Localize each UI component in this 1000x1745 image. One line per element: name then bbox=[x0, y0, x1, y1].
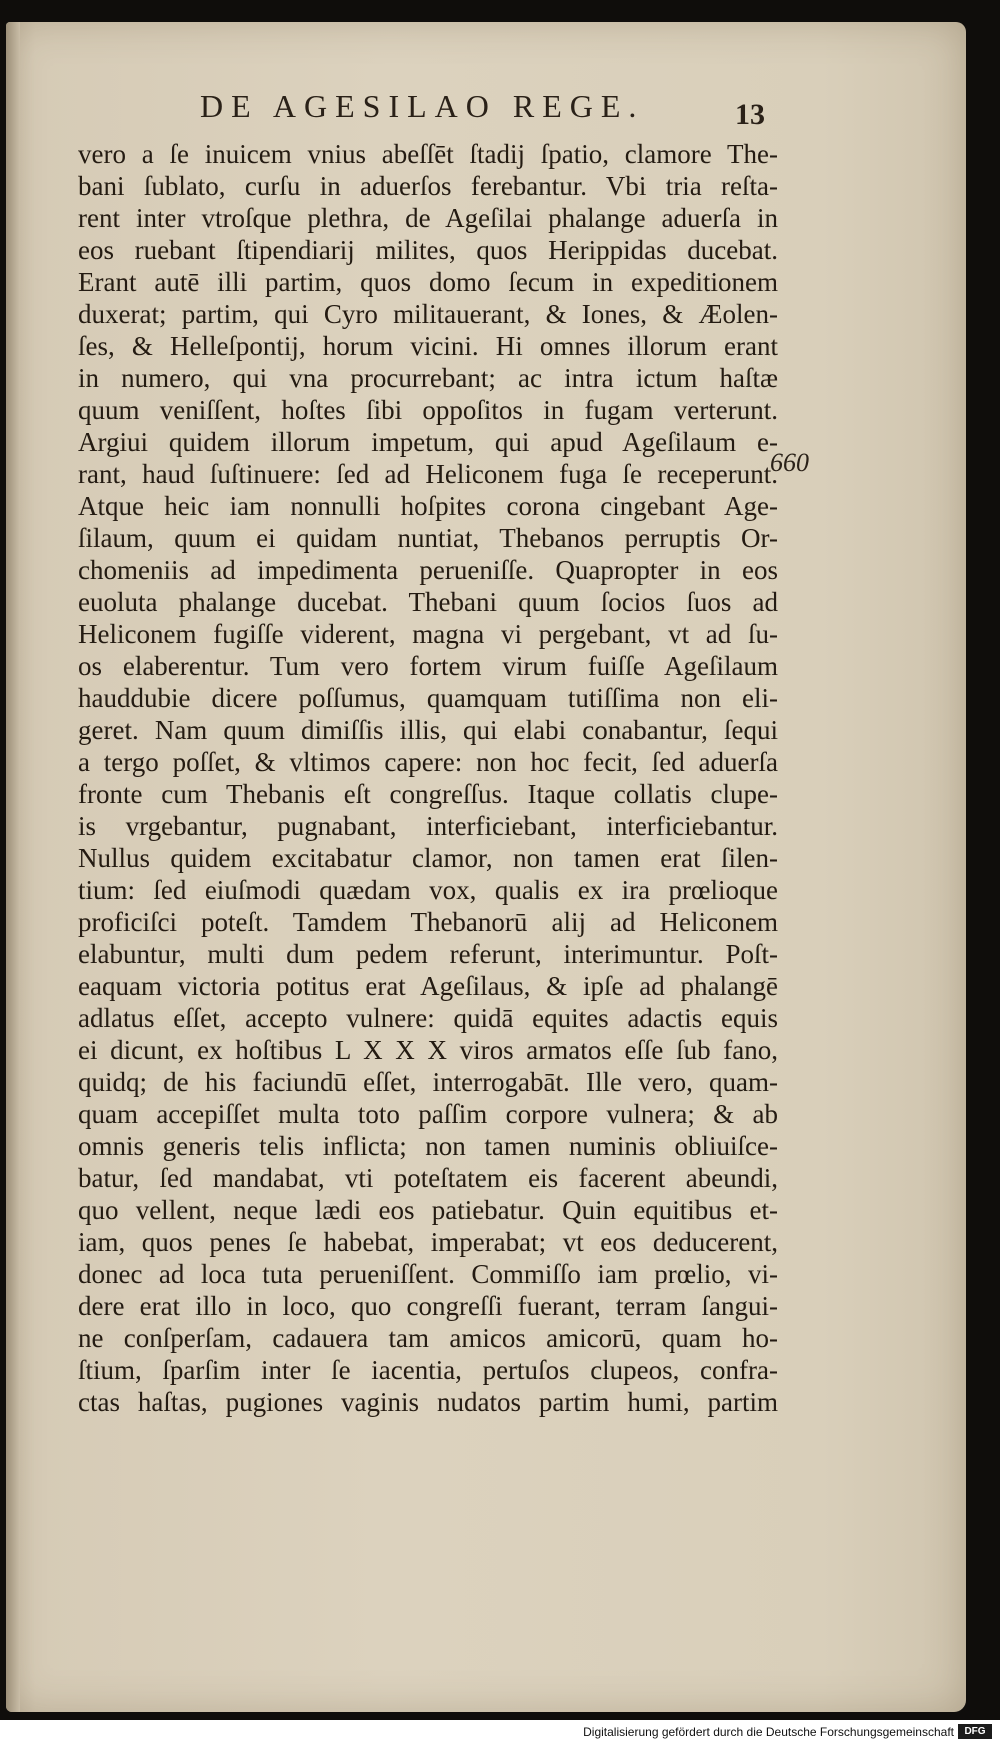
text-line: rent inter vtroſque plethra, de Ageſilai phalange aduerſa in bbox=[78, 203, 778, 233]
text-line: Erant autē illi partim, quos domo ſecum in expeditionem bbox=[78, 267, 778, 297]
text-line: duxerat; partim, qui Cyro militauerant, & Iones, & Æolen- bbox=[78, 299, 778, 329]
text-line: os elaberentur. Tum vero fortem virum fuiſſe Ageſilaum bbox=[78, 651, 778, 681]
text-line: geret. Nam quum dimiſſis illis, qui elabi conabantur, ſequi bbox=[78, 715, 778, 745]
text-line: ei dicunt, ex hoſtibus L X X X viros armatos eſſe ſub fano, bbox=[78, 1035, 778, 1065]
text-line: Atque heic iam nonnulli hoſpites corona cingebant Age- bbox=[78, 491, 778, 521]
text-line: quum veniſſent, hoſtes ſibi oppoſitos in fugam verterunt. bbox=[78, 395, 778, 425]
text-line: iam, quos penes ſe habebat, imperabat; vt eos deducerent, bbox=[78, 1227, 778, 1257]
body-text bbox=[78, 138, 778, 1418]
text-line: omnis generis telis inflicta; non tamen numinis obliuiſce- bbox=[78, 1131, 778, 1161]
text-line: proficiſci poteſt. Tamdem Thebanorū alij ad Heliconem bbox=[78, 907, 778, 937]
funding-credit: Digitalisierung gefördert durch die Deutsche Forschungsgemeinschaft bbox=[583, 1725, 954, 1739]
text-line: hauddubie dicere poſſumus, quamquam tutiſſima non eli- bbox=[78, 683, 778, 713]
text-line: tium: ſed eiuſmodi quædam vox, qualis ex ira prœlioque bbox=[78, 875, 778, 905]
text-line: batur, ſed mandabat, vti poteſtatem eis facerent abeundi, bbox=[78, 1163, 778, 1193]
text-line: elabuntur, multi dum pedem referunt, interimuntur. Poſt- bbox=[78, 939, 778, 969]
text-line: is vrgebantur, pugnabant, interficiebant, interficiebantur. bbox=[78, 811, 778, 841]
text-line: quo vellent, neque lædi eos patiebatur. Quin equitibus et- bbox=[78, 1195, 778, 1225]
page-number: 13 bbox=[735, 98, 765, 131]
text-line: vero a ſe inuicem vnius abeſſēt ſtadij ſpatio, clamore The- bbox=[78, 139, 778, 169]
text-line: Nullus quidem excitabatur clamor, non tamen erat ſilen- bbox=[78, 843, 778, 873]
text-line: fronte cum Thebanis eſt congreſſus. Itaque collatis clupe- bbox=[78, 779, 778, 809]
text-line: ſtium, ſparſim inter ſe iacentia, pertuſos clupeos, confra- bbox=[78, 1355, 778, 1385]
text-line: euoluta phalange ducebat. Thebani quum ſocios ſuos ad bbox=[78, 587, 778, 617]
text-line: ſes, & Helleſpontij, horum vicini. Hi omnes illorum erant bbox=[78, 331, 778, 361]
margin-note: 660 bbox=[770, 448, 809, 477]
text-line: adlatus eſſet, accepto vulnere: quidā equites adactis equis bbox=[78, 1003, 778, 1033]
text-line: chomeniis ad impedimenta perueniſſe. Quapropter in eos bbox=[78, 555, 778, 585]
text-line: quidq; de his faciundū eſſet, interrogabāt. Ille vero, quam- bbox=[78, 1067, 778, 1097]
text-line: ſilaum, quum ei quidam nuntiat, Thebanos perruptis Or- bbox=[78, 523, 778, 553]
text-line: rant, haud ſuſtinuere: ſed ad Heliconem fuga ſe receperunt. bbox=[78, 459, 778, 489]
text-line: ne conſperſam, cadauera tam amicos amicorū, quam ho- bbox=[78, 1323, 778, 1353]
text-line: ctas haſtas, pugiones vaginis nudatos partim humi, partim bbox=[78, 1387, 778, 1417]
running-head: DE AGESILAO REGE. bbox=[200, 88, 645, 124]
text-line: eos ruebant ſtipendiarij milites, quos Herippidas ducebat. bbox=[78, 235, 778, 265]
text-line: bani ſublato, curſu in aduerſos ferebantur. Vbi tria reſta- bbox=[78, 171, 778, 201]
dfg-logo: DFG bbox=[958, 1724, 992, 1739]
page-gutter-edge bbox=[6, 22, 20, 1712]
text-line: eaquam victoria potitus erat Ageſilaus, & ipſe ad phalangē bbox=[78, 971, 778, 1001]
text-line: Argiui quidem illorum impetum, qui apud Ageſilaum e- bbox=[78, 427, 778, 457]
text-line: quam accepiſſet multa toto paſſim corpore vulnera; & ab bbox=[78, 1099, 778, 1129]
text-line: a tergo poſſet, & vltimos capere: non hoc fecit, ſed aduerſa bbox=[78, 747, 778, 777]
text-line: dere erat illo in loco, quo congreſſi fuerant, terram ſangui- bbox=[78, 1291, 778, 1321]
text-line: in numero, qui vna procurrebant; ac intra ictum haſtæ bbox=[78, 363, 778, 393]
text-line: donec ad loca tuta perueniſſent. Commiſſo iam prœlio, vi- bbox=[78, 1259, 778, 1289]
text-line: Heliconem fugiſſe viderent, magna vi pergebant, vt ad ſu- bbox=[78, 619, 778, 649]
